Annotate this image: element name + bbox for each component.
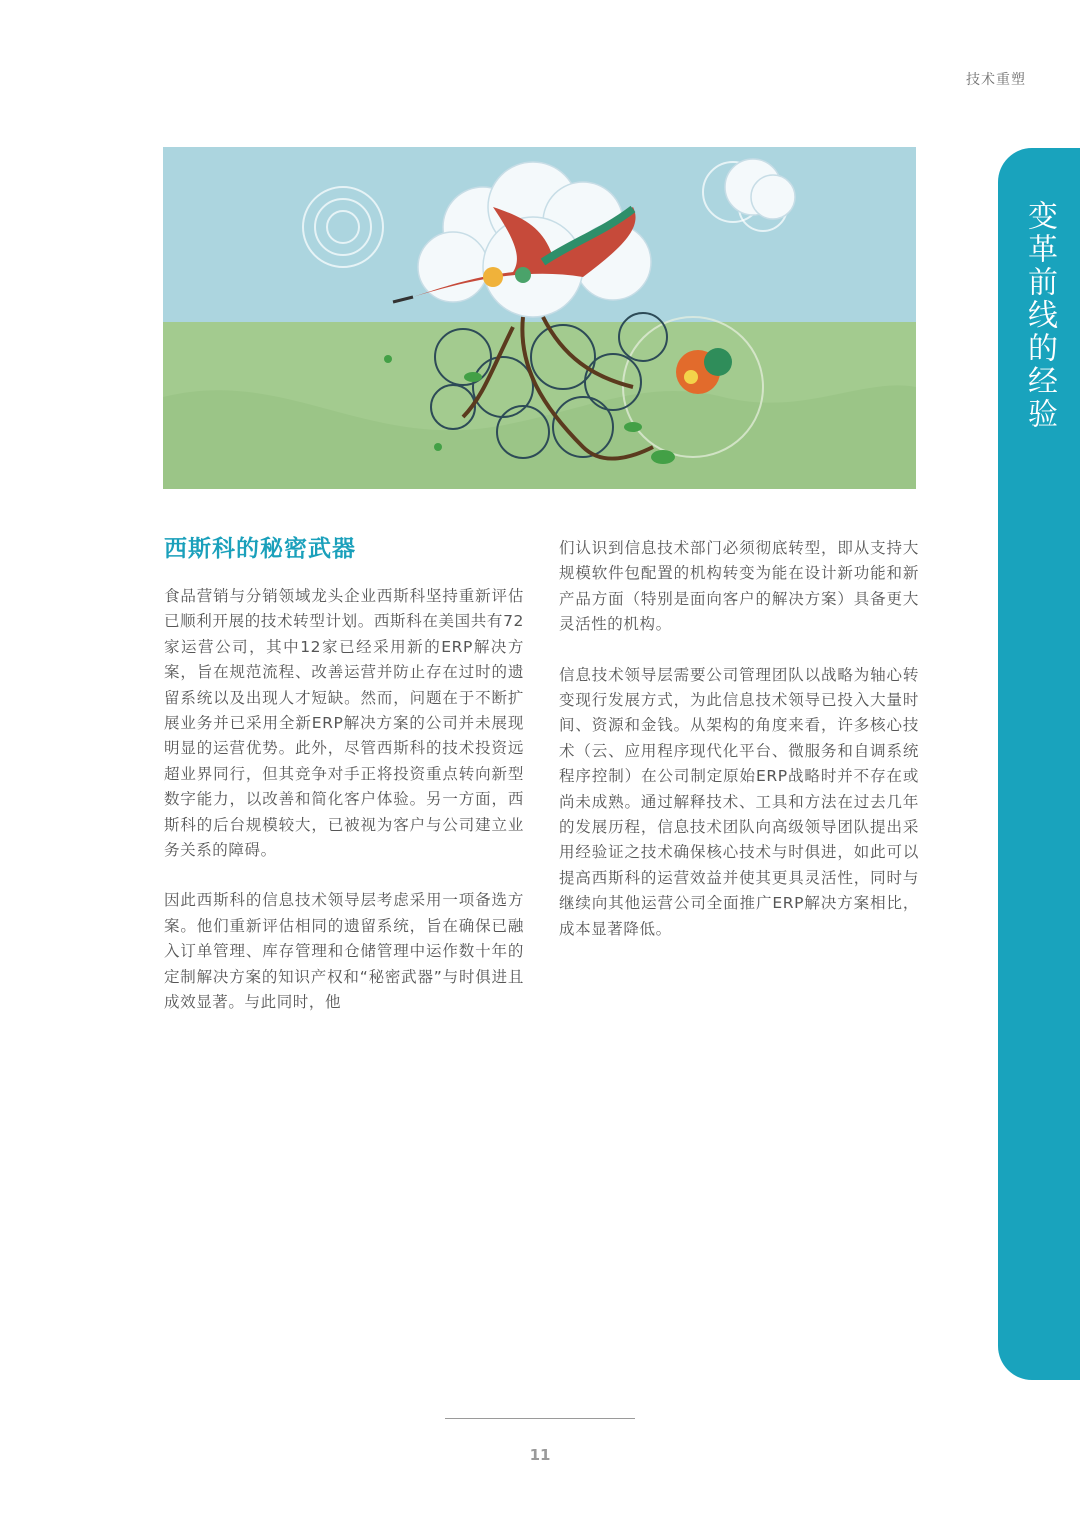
side-chapter-tab: [998, 148, 1080, 1380]
section-header-label: 技术重塑: [966, 72, 1026, 88]
right-paragraph-1: 们认识到信息技术部门必须彻底转型，即从支持大规模软件包配置的机构转变为能在设计新功能和新产品方面（特别是面向客户的解决方案）具备更大灵活性的机构。: [559, 539, 919, 634]
article-title: 西斯科的秘密武器: [164, 536, 356, 562]
page-number: 11: [529, 1446, 551, 1464]
side-tab-label: 变革前线的经验: [1022, 200, 1057, 431]
left-paragraph-2: 因此西斯科的信息技术领导层考虑采用一项备选方案。他们重新评估相同的遗留系统，旨在确保已融入订单管理、库存管理和仓储管理中运作数十年的定制解决方案的知识产权和“秘密武器”与时俱进且成效显著。与此同时，他: [164, 891, 524, 1012]
footer-divider: [445, 1418, 635, 1419]
left-paragraph-1: 食品营销与分销领域龙头企业西斯科坚持重新评估已顺利开展的技术转型计划。西斯科在美国共有72家运营公司，其中12家已经采用新的ERP解决方案，旨在规范流程、改善运营并防止存在过时的遗留系统以及出现人才短缺。然而，问题在于不断扩展业务并已采用全新ERP解决方案的公司并未展现明显的运营优势。此外，尽管西斯科的技术投资远超业界同行，但其竞争对手正将投资重点转向新型数字能力，以改善和简化客户体验。另一方面，西斯科的后台规模较大，已被视为客户与公司建立业务关系的障碍。: [164, 587, 524, 860]
article-left-column: [164, 534, 524, 1041]
right-paragraph-2: 信息技术领导层需要公司管理团队以战略为轴心转变现行发展方式，为此信息技术领导已投入大量时间、资源和金钱。从架构的角度来看，许多核心技术（云、应用程序现代化平台、微服务和自调系统程序控制）在公司制定原始ERP战略时并不存在或尚未成熟。通过解释技术、工具和方法在过去几年的发展历程，信息技术团队向高级领导团队提出采用经验证之技术确保核心技术与时俱进，如此可以提高西斯科的运营效益并使其更具灵活性，同时与继续向其他运营公司全面推广ERP解决方案相比，成本显著降低。: [559, 665, 919, 938]
article-right-column: [559, 536, 919, 967]
hero-illustration: [163, 147, 916, 489]
illustration-graphic: [163, 147, 916, 489]
